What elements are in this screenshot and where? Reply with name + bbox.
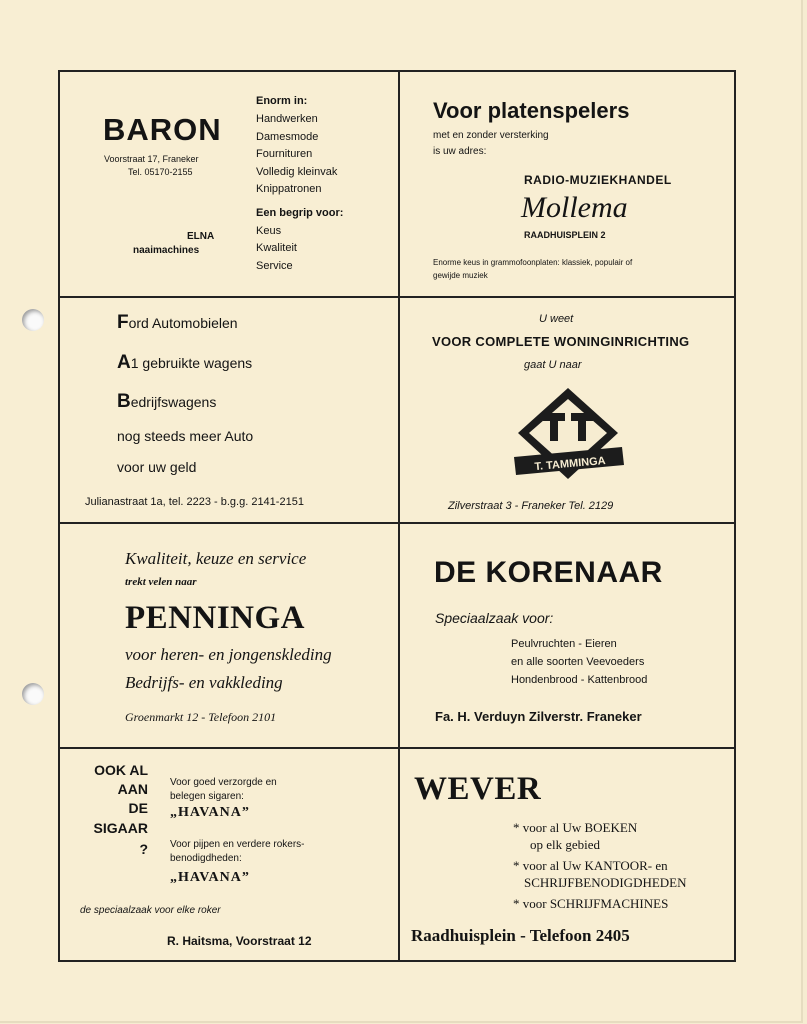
- mollema-headline: Voor platenspelers: [433, 98, 630, 123]
- mollema-shop: RADIO-MUZIEKHANDEL: [524, 173, 672, 187]
- penninga-line-3: voor heren- en jongenskleding: [125, 645, 332, 664]
- haitsma-text: belegen sigaren:: [170, 791, 244, 802]
- korenaar-item: en alle soorten Veevoeders: [511, 656, 645, 668]
- baron-item: Damesmode: [256, 131, 319, 143]
- korenaar-item: Peulvruchten - Eieren: [511, 638, 617, 650]
- wever-footer: Raadhuisplein - Telefoon 2405: [411, 926, 630, 945]
- penninga-line-1: Kwaliteit, keuze en service: [125, 549, 307, 568]
- ford-text: edrijfswagens: [130, 394, 217, 410]
- haitsma-brand: „HAVANA”: [170, 805, 250, 820]
- haitsma-text: benodigdheden:: [170, 853, 242, 864]
- haitsma-left-line: SIGAAR: [93, 820, 148, 836]
- korenaar-name: DE KORENAAR: [434, 556, 663, 589]
- mollema-line-2: is uw adres:: [433, 146, 487, 157]
- ford-line: [117, 312, 238, 334]
- ford-text: 1 gebruikte wagens: [130, 355, 253, 371]
- mollema-line-1: met en zonder versterking: [433, 130, 549, 141]
- haitsma-tagline: de speciaalzaak voor elke roker: [80, 905, 221, 916]
- tamminga-address: Zilverstraat 3 - Franeker Tel. 2129: [448, 500, 614, 512]
- wever-name: WEVER: [414, 771, 542, 807]
- penninga-address: Groenmarkt 12 - Telefoon 2101: [125, 710, 277, 724]
- haitsma-left-line: ?: [139, 841, 148, 857]
- haitsma-left-line: AAN: [117, 781, 148, 797]
- korenaar-owner: Fa. H. Verduyn Zilverstr. Franeker: [435, 709, 642, 724]
- baron-item: Volledig kleinvak: [256, 166, 338, 178]
- wever-item: SCHRIJFBENODIGDHEDEN: [524, 875, 687, 890]
- baron-item: Kwaliteit: [256, 242, 297, 254]
- wever-item: * voor al Uw BOEKEN: [513, 820, 638, 835]
- baron-item: Handwerken: [256, 113, 318, 125]
- korenaar-item: Hondenbrood - Kattenbrood: [511, 674, 648, 686]
- divider-row-3: [58, 747, 736, 749]
- haitsma-brand: „HAVANA”: [170, 870, 250, 885]
- punch-hole-top: [22, 309, 44, 331]
- divider-column: [398, 70, 400, 962]
- tamminga-logo-icon: [512, 385, 624, 485]
- haitsma-address: R. Haitsma, Voorstraat 12: [167, 934, 312, 948]
- ford-line: nog steeds meer Auto: [117, 428, 254, 444]
- haitsma-left-line: DE: [128, 800, 148, 816]
- ford-initial: F: [117, 312, 129, 333]
- baron-heading-1: Enorm in:: [256, 95, 308, 107]
- baron-phone: Tel. 05170-2155: [128, 167, 193, 177]
- penninga-line-4: Bedrijfs- en vakkleding: [125, 673, 283, 692]
- ford-initial: A: [117, 352, 131, 373]
- wever-item: op elk gebied: [530, 837, 601, 852]
- ford-initial: B: [117, 391, 131, 412]
- haitsma-text: Voor pijpen en verdere rokers-: [170, 839, 305, 850]
- ford-line: [117, 352, 252, 374]
- tamminga-line-1: U weet: [539, 313, 574, 325]
- haitsma-left-line: OOK AL: [94, 762, 148, 778]
- punch-hole-bottom: [22, 683, 44, 705]
- baron-item: Fournituren: [256, 148, 313, 160]
- ford-address: Julianastraat 1a, tel. 2223 - b.g.g. 2141-2151: [85, 496, 304, 508]
- tamminga-logo-label: T. TAMMINGA: [534, 454, 607, 474]
- baron-address: Voorstraat 17, Franeker: [104, 154, 199, 164]
- korenaar-sub: Speciaalzaak voor:: [435, 610, 554, 626]
- wever-item: * voor SCHRIJFMACHINES: [513, 896, 669, 911]
- ford-line: voor uw geld: [117, 459, 197, 475]
- baron-brand-sub: naaimachines: [133, 245, 200, 256]
- ford-text: ord Automobielen: [128, 315, 238, 331]
- mollema-footer-1: Enorme keus in grammofoonplaten: klassiek, populair of: [433, 258, 633, 267]
- baron-name: BARON: [103, 112, 222, 147]
- divider-row-2: [58, 522, 736, 524]
- divider-row-1: [58, 296, 736, 298]
- baron-heading-2: Een begrip voor:: [256, 207, 344, 219]
- penninga-line-2: trekt velen naar: [125, 576, 197, 588]
- mollema-logo: Mollema: [521, 191, 628, 224]
- ford-line: [117, 391, 216, 413]
- mollema-address: RAADHUISPLEIN 2: [524, 230, 606, 240]
- tamminga-line-3: gaat U naar: [524, 359, 582, 371]
- mollema-footer-2: gewijde muziek: [433, 271, 488, 280]
- tamminga-line-2: VOOR COMPLETE WONINGINRICHTING: [432, 334, 690, 349]
- wever-item: * voor al Uw KANTOOR- en: [513, 858, 668, 873]
- penninga-name: PENNINGA: [125, 600, 306, 636]
- haitsma-text: Voor goed verzorgde en: [170, 777, 277, 788]
- baron-item: Service: [256, 260, 293, 272]
- baron-brand: ELNA: [187, 231, 215, 242]
- baron-item: Keus: [256, 225, 282, 237]
- baron-item: Knippatronen: [256, 183, 322, 195]
